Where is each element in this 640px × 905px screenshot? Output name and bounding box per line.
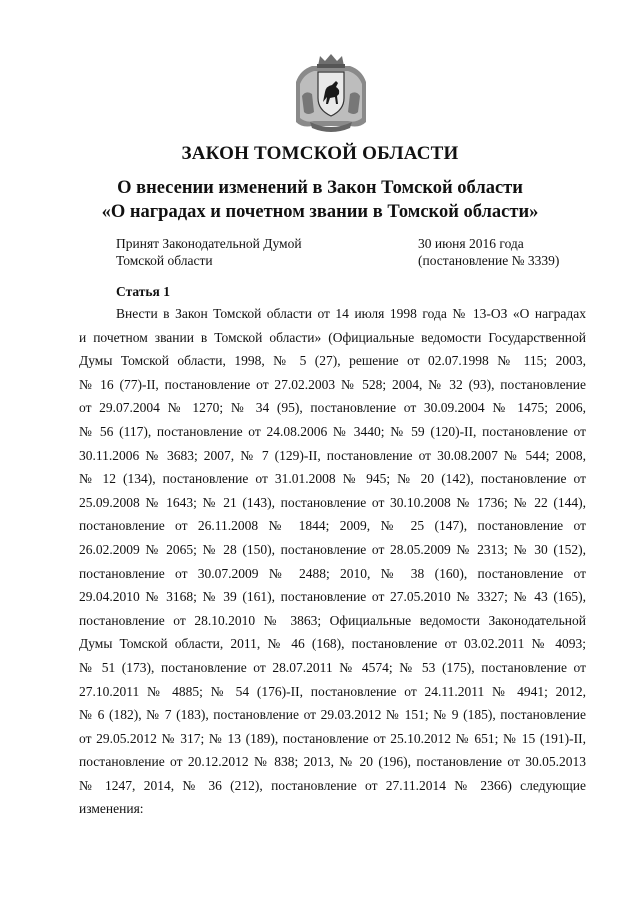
article-body bbox=[79, 302, 586, 821]
body-line: 26.02.2009 № 2065; № 28 (150), постановление от 28.05.2009 № 2313; № 30 (152), bbox=[79, 541, 586, 557]
adopted-by-line: Томской области bbox=[116, 253, 213, 268]
subtitle-line: О внесении изменений в Закон Томской области bbox=[117, 178, 523, 198]
body-line: Думы Томской области, 1998, № 5 (27), решение от 02.07.1998 № 115; 2003, bbox=[79, 353, 586, 369]
body-line: и почетном звании в Томской области» (Официальные ведомости Государственной bbox=[79, 329, 586, 345]
body-line: Внести в Закон Томской области от 14 июля 1998 года № 13-ОЗ «О наградах bbox=[116, 306, 586, 321]
adopted-by bbox=[116, 235, 302, 269]
body-line: от 29.07.2004 № 1270; № 34 (95), постановление от 30.09.2004 № 1475; 2006, bbox=[79, 400, 586, 416]
adopted-date-line: (постановление № 3339) bbox=[418, 253, 560, 268]
body-line: № 6 (182), № 7 (183), постановление от 29.03.2012 № 151; № 9 (185), постановление bbox=[79, 707, 586, 723]
body-line: № 56 (117), постановление от 24.08.2006 № 3440; № 59 (120)-II, постановление от bbox=[79, 423, 586, 439]
body-line: 27.10.2011 № 4885; № 54 (176)-II, постановление от 24.11.2011 № 4941; 2012, bbox=[79, 683, 586, 699]
adopted-date bbox=[418, 235, 559, 269]
body-line: постановление от 26.11.2008 № 1844; 2009, № 25 (147), постановление от bbox=[79, 518, 586, 534]
body-line: Думы Томской области, 2011, № 46 (168), постановление от 03.02.2011 № 4093; bbox=[79, 636, 586, 652]
document-subtitle bbox=[0, 176, 640, 224]
adopted-by-line: Принят Законодательной Думой bbox=[116, 236, 302, 251]
body-line: изменения: bbox=[79, 801, 144, 817]
body-line: № 12 (134), постановление от 31.01.2008 № 945; № 20 (142), постановление от bbox=[79, 471, 586, 487]
subtitle-line: «О наградах и почетном звании в Томской области» bbox=[101, 202, 539, 222]
body-line: от 29.05.2012 № 317; № 13 (189), постановление от 25.10.2012 № 651; № 15 (191)-II, bbox=[79, 730, 586, 746]
body-line: № 1247, 2014, № 36 (212), постановление от 27.11.2014 № 2366) следующие bbox=[79, 777, 586, 793]
body-line: № 16 (77)-II, постановление от 27.02.2003 № 528; 2004, № 32 (93), постановление bbox=[79, 376, 586, 392]
body-line: № 51 (173), постановление от 28.07.2011 № 4574; № 53 (175), постановление от bbox=[79, 659, 586, 675]
body-line: постановление от 30.07.2009 № 2488; 2010, № 38 (160), постановление от bbox=[79, 565, 586, 581]
body-line: 29.04.2010 № 3168; № 39 (161), постановление от 27.05.2010 № 3327; № 43 (165), bbox=[79, 589, 586, 605]
tomsk-region-coat-of-arms-icon bbox=[290, 52, 372, 134]
adopted-date-line: 30 июня 2016 года bbox=[418, 236, 524, 251]
body-line: постановление от 20.12.2012 № 838; 2013, № 20 (196), постановление от 30.05.2013 bbox=[79, 754, 586, 770]
body-line: 30.11.2006 № 3683; 2007, № 7 (129)-II, постановление от 30.08.2007 № 544; 2008, bbox=[79, 447, 586, 463]
article-heading: Статья 1 bbox=[116, 284, 170, 299]
body-line: 25.09.2008 № 1643; № 21 (143), постановление от 30.10.2008 № 1736; № 22 (144), bbox=[79, 494, 586, 510]
body-line: постановление от 28.10.2010 № 3863; Официальные ведомости Законодательной bbox=[79, 612, 586, 628]
page-title: ЗАКОН ТОМСКОЙ ОБЛАСТИ bbox=[181, 143, 459, 164]
